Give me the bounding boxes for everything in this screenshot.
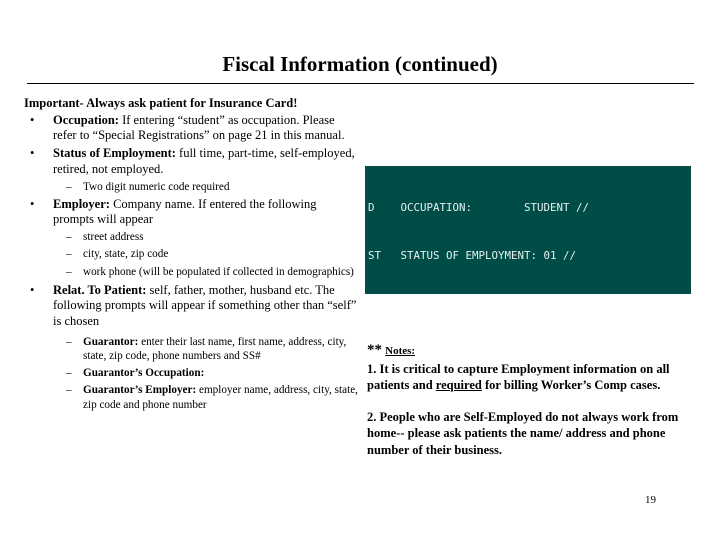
notes-stars: ** (367, 342, 382, 358)
status-label: Status of Employment: (53, 146, 176, 161)
page-number: 19 (645, 494, 656, 506)
bullet-dot-icon: • (30, 146, 35, 161)
terminal-screenshot (365, 166, 691, 294)
sub-item (24, 247, 360, 261)
sub-item-label: Guarantor: (83, 335, 139, 348)
notes-heading (367, 342, 702, 360)
occupation-label: Occupation: (53, 112, 119, 127)
bullet-dot-icon: • (30, 112, 35, 127)
sub-item (24, 230, 360, 244)
dash-icon: – (66, 367, 72, 380)
employer-text: Company name. If entered the following prompts will appear (53, 196, 317, 227)
employer-label: Employer: (53, 196, 110, 211)
dash-icon: – (66, 180, 72, 193)
sub-item-text: Two digit numeric code required (83, 180, 230, 193)
bullet-relat (24, 283, 360, 330)
sub-item (24, 265, 360, 279)
sub-item-text: city, state, zip code (83, 248, 169, 261)
sub-item-text: enter their last name, first name, address, city, state, zip code, phone numbers and SS# (83, 335, 347, 363)
terminal-line: ST STATUS OF EMPLOYMENT: 01 // (368, 248, 577, 262)
note-1 (367, 361, 702, 394)
sub-item (24, 366, 360, 380)
left-column (24, 96, 360, 415)
sub-item-label: Guarantor’s Employer: (83, 384, 197, 397)
bullet-status (24, 146, 360, 177)
relat-label: Relat. To Patient: (53, 282, 147, 297)
note-1-text-end: for billing Worker’s Comp cases. (481, 378, 661, 392)
note-2: 2. People who are Self-Employed do not always work from home-- please ask patients the name/ address and phone number of their business. (367, 409, 679, 457)
sub-item-label: Guarantor’s Occupation: (83, 367, 205, 380)
dash-icon: – (66, 248, 72, 261)
sub-item-text: work phone (will be populated if collected in demographics) (83, 265, 354, 278)
sub-item-text: street address (83, 231, 144, 244)
sub-item-text: employer name, address, city, state, zip code and phone number (83, 384, 358, 411)
sub-item (24, 180, 360, 194)
sub-item (24, 335, 360, 363)
bullet-occupation (24, 113, 360, 144)
dash-icon: – (66, 384, 72, 397)
note-1-text: 1. It is critical to capture Employment information on all patients and (367, 361, 670, 392)
notes-section (367, 342, 702, 458)
relat-text: self, father, mother, husband etc. The following prompts will appear if something other than “self” is chosen (53, 282, 357, 329)
page-title: Fiscal Information (continued) (222, 52, 498, 76)
terminal-line: D OCCUPATION: STUDENT // (368, 200, 590, 214)
important-note: Important- Always ask patient for Insurance Card! (24, 96, 298, 110)
notes-label: Notes: (385, 345, 416, 357)
bullet-dot-icon: • (30, 196, 35, 211)
bullet-dot-icon: • (30, 282, 35, 297)
bullet-employer (24, 197, 360, 228)
dash-icon: – (66, 265, 72, 278)
title-divider (27, 83, 694, 84)
status-text: full time, part-time, self-employed, retired, not employed. (53, 146, 355, 176)
occupation-text: If entering “student” as occupation. Please refer to “Special Registrations” on page 21 in this manual. (53, 112, 345, 143)
sub-item (24, 383, 360, 411)
dash-icon: – (66, 335, 72, 348)
dash-icon: – (66, 231, 72, 244)
note-1-underlined: required (435, 378, 482, 392)
